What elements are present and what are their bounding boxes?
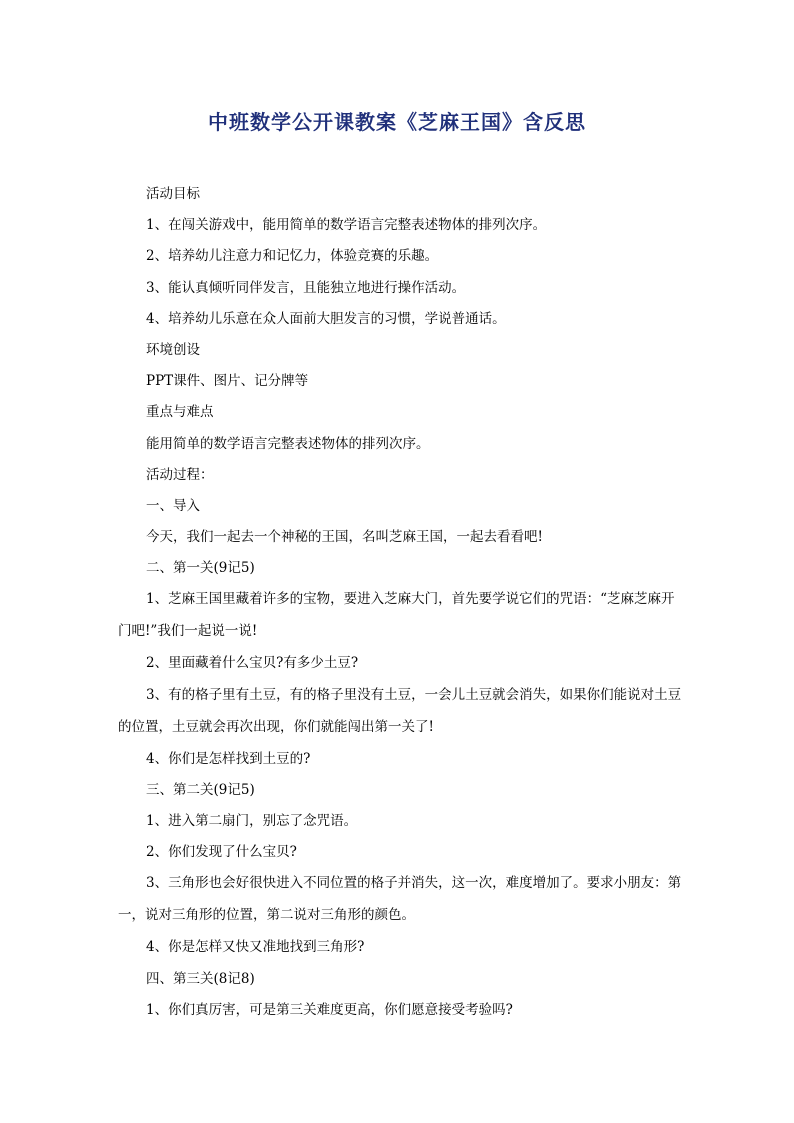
paragraph: 3、三角形也会好很快进入不同位置的格子并消失，这一次，难度增加了。要求小朋友：第一，说对三角形的位置，第二说对三角形的颜色。 (118, 875, 682, 924)
section-heading: 四、第三关(8记8) (146, 970, 255, 987)
section-heading: 环境创设 (146, 341, 200, 358)
paragraph: 2、培养幼儿注意力和记忆力，体验竞赛的乐趣。 (146, 248, 439, 265)
section-heading: 一、导入 (146, 497, 200, 514)
paragraph: PPT课件、图片、记分牌等 (146, 373, 309, 390)
section-heading: 活动过程： (146, 466, 214, 483)
paragraph: 能用简单的数学语言完整表述物体的排列次序。 (146, 435, 430, 452)
paragraph: 4、培养幼儿乐意在众人面前大胆发言的习惯，学说普通话。 (146, 310, 506, 327)
paragraph: 1、进入第二扇门，别忘了念咒语。 (146, 813, 358, 829)
paragraph: 4、你们是怎样找到土豆的? (146, 750, 311, 767)
paragraph: 1、你们真厉害，可是第三关难度更高，你们愿意接受考验吗? (146, 1001, 513, 1018)
paragraph: 2、你们发现了什么宝贝? (146, 844, 297, 861)
paragraph: 3、有的格子里有土豆，有的格子里没有土豆，一会儿土豆就会消失，如果你们能说对土豆的位置，土豆就会再次出现，你们就能闯出第一关了! (118, 686, 682, 735)
section-heading: 重点与难点 (146, 404, 214, 421)
section-heading: 活动目标 (146, 186, 200, 202)
paragraph: 2、里面藏着什么宝贝?有多少土豆? (146, 655, 359, 672)
section-heading: 三、第二关(9记5) (146, 781, 255, 798)
document-title: 中班数学公开课教案《芝麻王国》含反思 (208, 110, 586, 134)
section-heading: 二、第一关(9记5) (146, 560, 255, 577)
document-body (118, 178, 684, 1025)
paragraph: 1、在闯关游戏中，能用简单的数学语言完整表述物体的排列次序。 (146, 217, 547, 234)
paragraph: 3、能认真倾听同伴发言，且能独立地进行操作活动。 (146, 279, 466, 296)
paragraph: 1、芝麻王国里藏着许多的宝物，要进入芝麻大门，首先要学说它们的咒语：“芝麻芝麻开门吧!”我们一起说一说! (118, 591, 675, 640)
paragraph: 今天，我们一起去一个神秘的王国，名叫芝麻王国，一起去看看吧! (146, 529, 543, 546)
paragraph: 4、你是怎样又快又准地找到三角形? (146, 939, 365, 956)
